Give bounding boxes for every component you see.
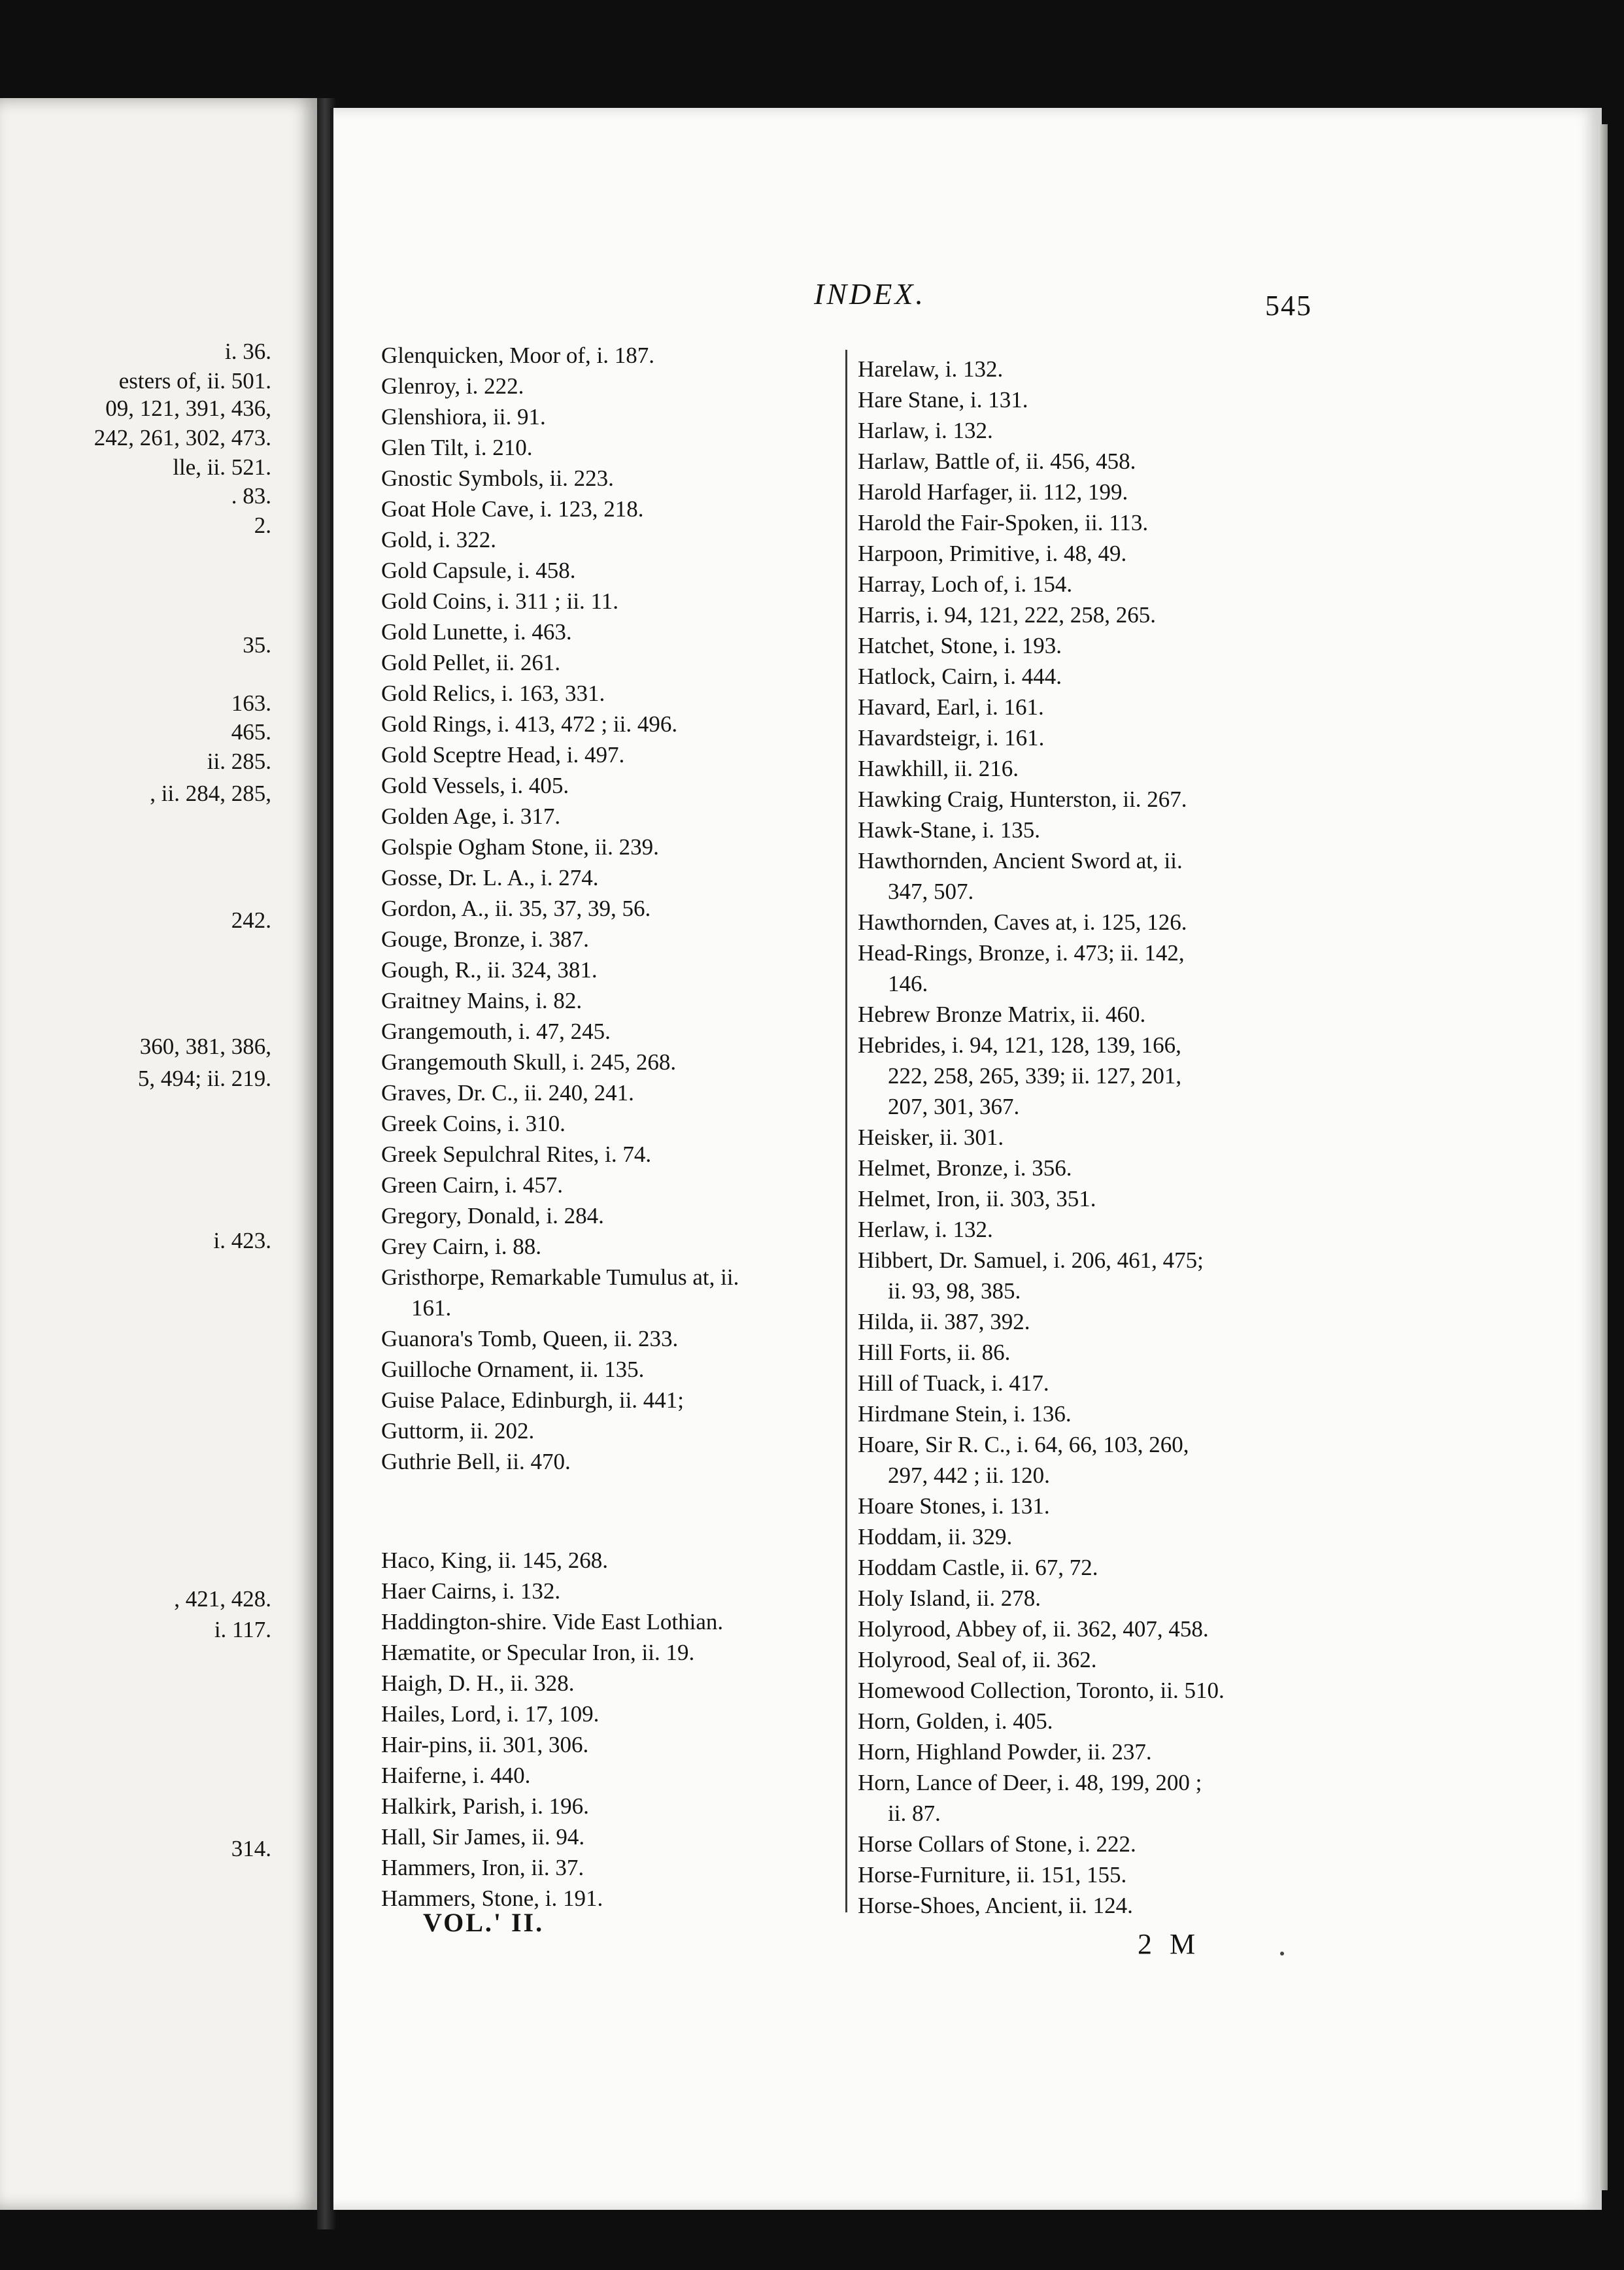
index-entry: Gold Sceptre Head, i. 497. [381, 742, 625, 768]
index-entry: Harold Harfager, ii. 112, 199. [858, 479, 1128, 505]
facing-page-fragment: , 421, 428. [174, 1586, 271, 1612]
index-entry: Hawking Craig, Hunterston, ii. 267. [858, 787, 1187, 812]
facing-page-fragment: i. 117. [214, 1617, 271, 1642]
index-entry: Hoare, Sir R. C., i. 64, 66, 103, 260, [858, 1432, 1189, 1457]
index-entry: Hammers, Iron, ii. 37. [381, 1855, 584, 1880]
index-entry: Hibbert, Dr. Samuel, i. 206, 461, 475; [858, 1247, 1204, 1273]
index-entry: Golden Age, i. 317. [381, 804, 561, 829]
index-entry: Golspie Ogham Stone, ii. 239. [381, 834, 659, 860]
index-entry: Holyrood, Seal of, ii. 362. [858, 1647, 1097, 1672]
index-entry: ii. 87. [888, 1801, 941, 1826]
index-entry: Hawthornden, Caves at, i. 125, 126. [858, 909, 1187, 935]
page-edge [1599, 124, 1608, 2190]
index-entry: Harris, i. 94, 121, 222, 258, 265. [858, 602, 1156, 628]
index-entry: Gosse, Dr. L. A., i. 274. [381, 865, 599, 890]
index-entry: Holyrood, Abbey of, ii. 362, 407, 458. [858, 1616, 1209, 1642]
index-entry: Graitney Mains, i. 82. [381, 988, 583, 1013]
index-entry: Helmet, Bronze, i. 356. [858, 1155, 1072, 1181]
index-entry: Hoddam, ii. 329. [858, 1524, 1013, 1550]
index-entry: Haco, King, ii. 145, 268. [381, 1548, 609, 1573]
index-entry: Heisker, ii. 301. [858, 1125, 1004, 1150]
index-entry: Grey Cairn, i. 88. [381, 1234, 541, 1259]
index-entry: Glenquicken, Moor of, i. 187. [381, 343, 654, 368]
index-entry: Hatlock, Cairn, i. 444. [858, 664, 1062, 689]
index-entry: ii. 93, 98, 385. [888, 1278, 1021, 1304]
index-entry: Hawthornden, Ancient Sword at, ii. [858, 848, 1183, 873]
facing-page-fragment: esters of, ii. 501. [118, 368, 271, 394]
index-entry: Havardsteigr, i. 161. [858, 725, 1045, 751]
index-entry: Glen Tilt, i. 210. [381, 435, 533, 460]
index-entry: Greek Sepulchral Rites, i. 74. [381, 1142, 652, 1167]
index-entry: Hill of Tuack, i. 417. [858, 1370, 1049, 1396]
index-entry: Gough, R., ii. 324, 381. [381, 957, 598, 983]
index-entry: 297, 442 ; ii. 120. [888, 1463, 1050, 1488]
facing-page-fragment: lle, ii. 521. [173, 454, 271, 480]
facing-page-fragment: 35. [243, 632, 271, 658]
index-entry: Hebrew Bronze Matrix, ii. 460. [858, 1002, 1146, 1027]
index-entry: Haiferne, i. 440. [381, 1763, 531, 1788]
index-entry: Guttorm, ii. 202. [381, 1418, 535, 1444]
index-entry: Gold Vessels, i. 405. [381, 773, 569, 798]
index-entry: Gold Relics, i. 163, 331. [381, 681, 605, 706]
index-entry: Gold Lunette, i. 463. [381, 619, 572, 645]
index-entry: Herlaw, i. 132. [858, 1217, 993, 1242]
index-entry: Guthrie Bell, ii. 470. [381, 1449, 571, 1474]
index-entry: Horn, Golden, i. 405. [858, 1708, 1053, 1734]
index-entry: Hatchet, Stone, i. 193. [858, 633, 1062, 658]
index-entry: Guilloche Ornament, ii. 135. [381, 1357, 645, 1382]
index-entry: Helmet, Iron, ii. 303, 351. [858, 1186, 1096, 1211]
index-entry: Harelaw, i. 132. [858, 356, 1004, 382]
index-entry: Guise Palace, Edinburgh, ii. 441; [381, 1387, 685, 1413]
index-entry: 207, 301, 367. [888, 1094, 1020, 1119]
index-entry: Gregory, Donald, i. 284. [381, 1203, 604, 1228]
facing-page-fragment: 242. [231, 907, 271, 933]
facing-page-fragment: 163. [231, 690, 271, 716]
index-entry: 146. [888, 971, 928, 996]
facing-page-fragment: 314. [231, 1836, 271, 1861]
index-entry: Havard, Earl, i. 161. [858, 694, 1044, 720]
index-entry: Hammers, Stone, i. 191. [381, 1886, 603, 1911]
index-entry: Head-Rings, Bronze, i. 473; ii. 142, [858, 940, 1185, 966]
index-entry: Grangemouth, i. 47, 245. [381, 1019, 611, 1044]
signature-mark: 2 M [1138, 1928, 1201, 1960]
left-facing-page [0, 98, 317, 2210]
index-entry: Horn, Lance of Deer, i. 48, 199, 200 ; [858, 1770, 1202, 1795]
index-entry: Hoare Stones, i. 131. [858, 1493, 1050, 1519]
index-entry: Gordon, A., ii. 35, 37, 39, 56. [381, 896, 651, 921]
column-divider [845, 350, 847, 1912]
index-entry: Horse-Furniture, ii. 151, 155. [858, 1862, 1127, 1888]
index-entry: Glenshiora, ii. 91. [381, 404, 546, 430]
index-entry: Hoddam Castle, ii. 67, 72. [858, 1555, 1098, 1580]
index-entry: Grangemouth Skull, i. 245, 268. [381, 1049, 677, 1075]
facing-page-fragment: , ii. 284, 285, [150, 781, 271, 806]
index-entry: Gold, i. 322. [381, 527, 496, 552]
index-entry: Gouge, Bronze, i. 387. [381, 926, 589, 952]
index-entry: Halkirk, Parish, i. 196. [381, 1793, 589, 1819]
volume-label: VOL.' II. [423, 1908, 545, 1937]
facing-page-fragment: 2. [254, 513, 271, 538]
facing-page-fragment: 360, 381, 386, [139, 1034, 271, 1059]
index-column-left [381, 340, 839, 1914]
index-entry: Horse Collars of Stone, i. 222. [858, 1831, 1136, 1857]
index-entry: Gold Rings, i. 413, 472 ; ii. 496. [381, 711, 678, 737]
index-entry: Guanora's Tomb, Queen, ii. 233. [381, 1326, 679, 1351]
index-entry: Hall, Sir James, ii. 94. [381, 1824, 585, 1850]
index-entry: Gold Pellet, ii. 261. [381, 650, 561, 675]
facing-page-fragment: 242, 261, 302, 473. [93, 425, 271, 450]
ink-speck [1280, 1952, 1284, 1956]
index-entry: Harpoon, Primitive, i. 48, 49. [858, 541, 1127, 566]
index-entry: Hailes, Lord, i. 17, 109. [381, 1701, 600, 1727]
running-head: INDEX. [814, 277, 926, 311]
facing-page-fragment: ii. 285. [207, 749, 271, 774]
facing-page-fragment: i. 423. [213, 1228, 271, 1253]
index-entry: Gold Coins, i. 311 ; ii. 11. [381, 588, 618, 614]
index-entry: Hawkhill, ii. 216. [858, 756, 1019, 781]
index-entry: Hare Stane, i. 131. [858, 387, 1028, 413]
index-entry: Hair-pins, ii. 301, 306. [381, 1732, 589, 1757]
index-entry: Hæmatite, or Specular Iron, ii. 19. [381, 1640, 695, 1665]
index-entry: Graves, Dr. C., ii. 240, 241. [381, 1080, 634, 1106]
index-entry: Hebrides, i. 94, 121, 128, 139, 166, [858, 1032, 1181, 1058]
index-column-right [858, 354, 1309, 1921]
index-entry: Greek Coins, i. 310. [381, 1111, 566, 1136]
facing-page-fragment: 465. [231, 719, 271, 745]
facing-page-fragment: 5, 494; ii. 219. [137, 1066, 271, 1091]
index-entry: Goat Hole Cave, i. 123, 218. [381, 496, 644, 522]
index-entry: Gristhorpe, Remarkable Tumulus at, ii. [381, 1264, 739, 1290]
index-entry: Homewood Collection, Toronto, ii. 510. [858, 1678, 1225, 1703]
index-entry: Horn, Highland Powder, ii. 237. [858, 1739, 1152, 1765]
index-entry: Horse-Shoes, Ancient, ii. 124. [858, 1893, 1133, 1918]
index-entry: Harlaw, Battle of, ii. 456, 458. [858, 449, 1136, 474]
index-entry: 222, 258, 265, 339; ii. 127, 201, [888, 1063, 1182, 1089]
facing-page-fragment: 09, 121, 391, 436, [105, 396, 271, 421]
index-entry: Hawk-Stane, i. 135. [858, 817, 1040, 843]
index-entry: Holy Island, ii. 278. [858, 1585, 1041, 1611]
index-entry: Harray, Loch of, i. 154. [858, 571, 1073, 597]
index-entry: Haddington-shire. Vide East Lothian. [381, 1609, 724, 1635]
index-entry: 161. [411, 1295, 452, 1321]
index-entry: Gnostic Symbols, ii. 223. [381, 466, 614, 491]
index-entry: Hirdmane Stein, i. 136. [858, 1401, 1072, 1427]
index-entry: Glenroy, i. 222. [381, 373, 524, 399]
index-entry: Harlaw, i. 132. [858, 418, 993, 443]
index-entry: Green Cairn, i. 457. [381, 1172, 563, 1198]
index-entry: Hilda, ii. 387, 392. [858, 1309, 1030, 1334]
letter-section-gap [381, 1477, 839, 1545]
index-entry: Haer Cairns, i. 132. [381, 1578, 561, 1604]
index-entry: Haigh, D. H., ii. 328. [381, 1670, 575, 1696]
index-entry: Gold Capsule, i. 458. [381, 558, 576, 583]
facing-page-fragment: i. 36. [225, 339, 271, 364]
index-entry: 347, 507. [888, 879, 974, 904]
facing-page-fragment: . 83. [231, 483, 271, 509]
index-entry: Harold the Fair-Spoken, ii. 113. [858, 510, 1149, 535]
index-entry: Hill Forts, ii. 86. [858, 1340, 1011, 1365]
page-number: 545 [1265, 290, 1312, 322]
